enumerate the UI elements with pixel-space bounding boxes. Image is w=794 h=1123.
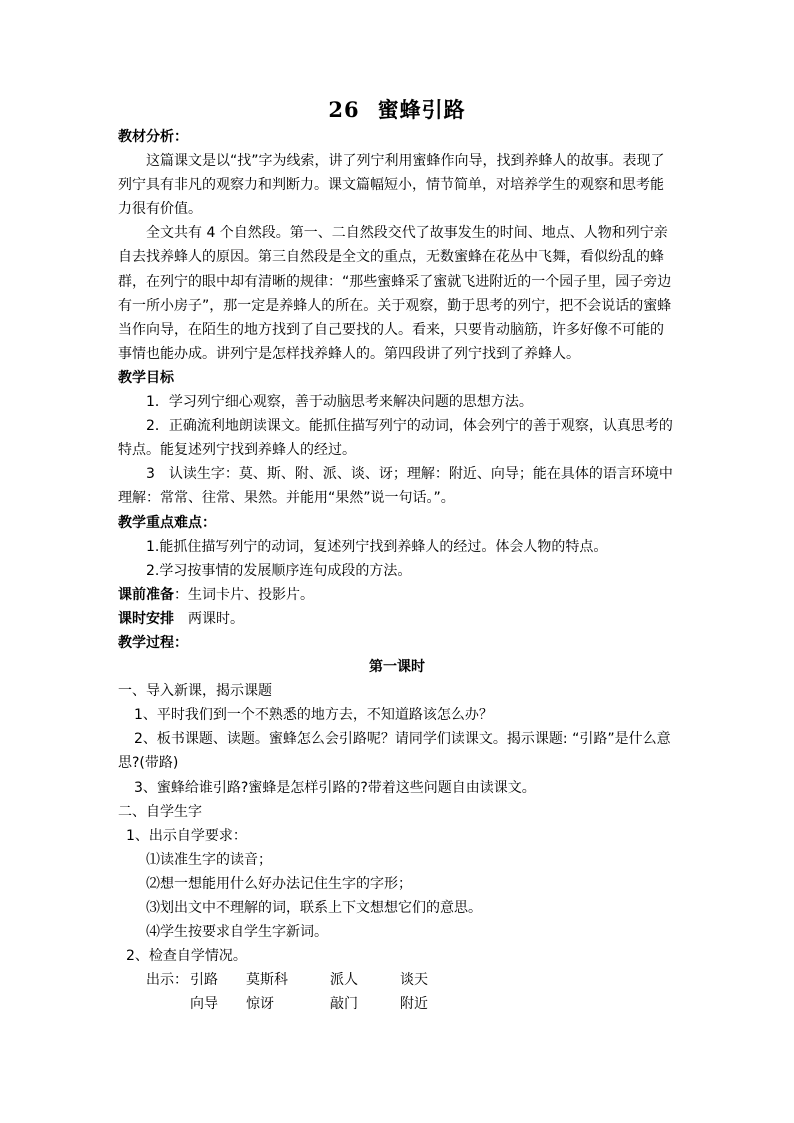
vocabulary-word: 引路 (190, 972, 218, 989)
analysis-paragraph-1: 这篇课文是以“找”字为线索，讲了列宁利用蜜蜂作向导，找到养蜂人的故事。表现了列宁具有非凡的观察力和判断力。课文篇幅短小，情节简单，对培养学生的观察和思考能力很有价值。 (118, 153, 665, 218)
section-1-heading: 一、导入新课，揭示课题 (118, 683, 272, 700)
section-1-item-1: 1、平时我们到一个不熟悉的地方去，不知道路该怎么办？ (134, 707, 493, 724)
keypoints-heading: 教学重点难点： (118, 514, 216, 531)
section-1-item-2: 2、板书课题、读题。蜜蜂怎么会引路呢？请同学们读课文。揭示课题: “引路”是什么意思?(带路) (118, 731, 671, 772)
vocabulary-word: 向导 (190, 996, 218, 1013)
vocabulary-word: 派人 (330, 972, 358, 989)
lesson-1-heading: 第一课时 (369, 659, 425, 676)
lesson-number: 26 (328, 97, 360, 122)
vocabulary-word: 敲门 (330, 996, 358, 1013)
analysis-heading: 教材分析： (118, 129, 188, 145)
goals-heading: 教学目标 (118, 369, 174, 386)
vocabulary-word: 莫斯科 (246, 972, 288, 989)
requirement-3: ⑶划出文中不理解的词，联系上下文想想它们的意思。 (146, 900, 482, 916)
section-1-item-3: 3、蜜蜂给谁引路?蜜蜂是怎样引路的?带着这些问题自由读课文。 (134, 779, 536, 796)
vocabulary-word: 惊讶 (246, 996, 274, 1013)
vocabulary-row-1 (146, 968, 676, 992)
schedule-line (118, 607, 676, 631)
requirement-4: ⑷学生按要求自学生字新词。 (146, 924, 328, 941)
vocabulary-row-2 (146, 992, 676, 1016)
requirement-2: ⑵想一想能用什么好办法记住生字的字形； (146, 875, 412, 892)
lesson-title: 蜜蜂引路 (377, 97, 466, 122)
section-2-item-2: 2、检查自学情况。 (126, 948, 247, 965)
prep-label: 课前准备 (118, 586, 174, 603)
section-2-heading: 二、自学生字 (118, 803, 202, 820)
prep-line (118, 583, 676, 607)
goal-1: 1．学习列宁细心观察，善于动脑思考来解决问题的思想方法。 (146, 394, 533, 411)
goal-3: 3 认读生字：莫、斯、附、派、谈、讶；理解：附近、向导；能在具体的语言环境中理解：常常、往常、果然。并能用“果然”说一句话。”。 (118, 466, 673, 507)
analysis-paragraph-2: 全文共有 4 个自然段。第一、二自然段交代了故事发生的时间、地点、人物和列宁亲自去找养蜂人的原因。第三自然段是全文的重点，无数蜜蜂在花丛中飞舞，看似纷乱的蜂群，在列宁的眼中却有清晰的规律：“那些蜜蜂采了蜜就飞进附近的一个园子里，园子旁边有一所小房子”，那一定是养蜂人的所在。关于观察，勤于思考的列宁，把不会说话的蜜蜂当作向导，在陌生的地方找到了自己要找的人。看来，只要肯动脑筋，许多好像不可能的事情也能办成。讲列宁是怎样找养蜂人的。第四段讲了列宁找到了养蜂人。 (118, 225, 672, 362)
goal-2: 2．正确流利地朗读课文。能抓住描写列宁的动词，体会列宁的善于观察，认真思考的特点。能复述列宁找到养蜂人的经过。 (118, 418, 673, 459)
prep-text: ：生词卡片、投影片。 (174, 586, 314, 603)
schedule-text: 两课时。 (174, 610, 244, 627)
page-title (0, 94, 794, 124)
vocabulary-word: 谈天 (400, 972, 428, 989)
requirement-1: ⑴读准生字的读音； (146, 851, 272, 868)
schedule-label: 课时安排 (118, 610, 174, 627)
process-heading: 教学过程： (118, 634, 188, 651)
vocabulary-list (118, 968, 676, 1016)
vocabulary-word: 附近 (400, 996, 428, 1013)
document-body (118, 125, 676, 1016)
keypoint-1: 1.能抓住描写列宁的动词，复述列宁找到养蜂人的经过。体会人物的特点。 (146, 538, 608, 555)
section-2-item-1: 1、出示自学要求： (126, 827, 247, 844)
keypoint-2: 2.学习按事情的发展顺序连句成段的方法。 (146, 562, 412, 579)
show-label: 出示： (146, 972, 188, 989)
